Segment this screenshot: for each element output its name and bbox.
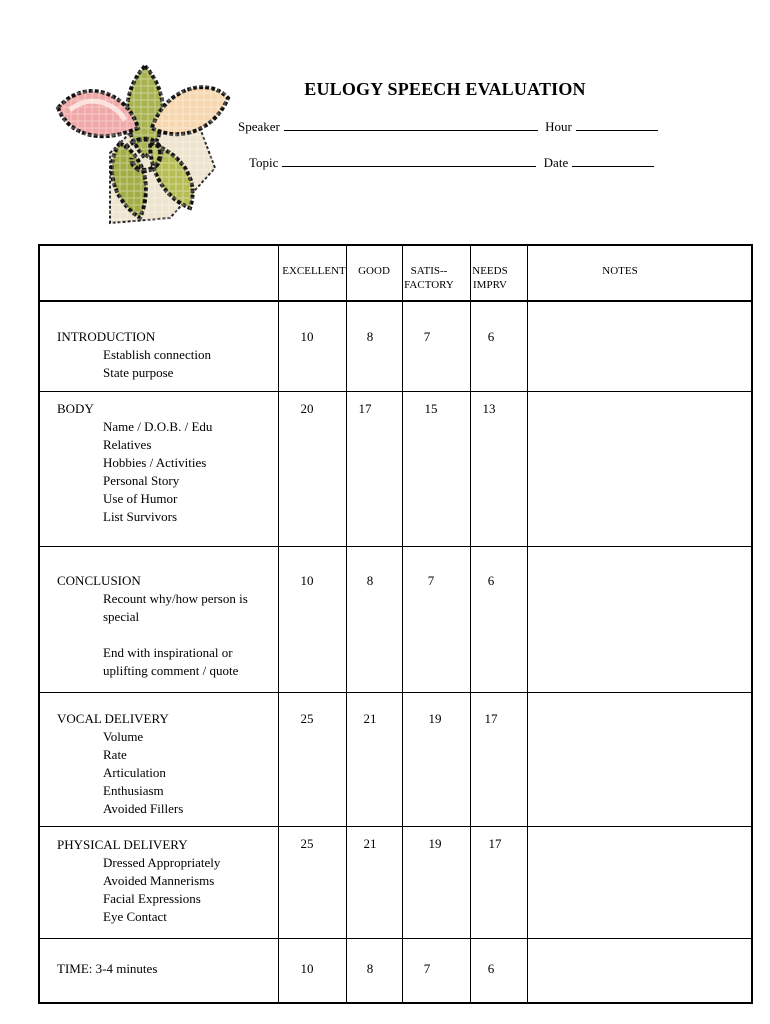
score-time-excellent: 10 [300,961,314,976]
score-conclusion-excellent: 10 [300,573,314,588]
score-physical-good: 21 [363,836,377,851]
score-introduction-good: 8 [366,329,374,344]
date-label: Date [543,155,569,170]
score-vocal-good: 21 [363,711,377,726]
topic-field[interactable] [282,155,536,167]
score-time-good: 8 [366,961,374,976]
score-vocal-satisfactory: 19 [428,711,442,726]
criteria-vocal-delivery: VOCAL DELIVERY Volume Rate Articulation Enthusiasm Avoided Fillers [57,711,184,816]
criteria-conclusion: CONCLUSION Recount why/how person is special End with inspirational or uplifting comment / quote [57,573,248,678]
score-vocal-excellent: 25 [300,711,314,726]
hour-field[interactable] [576,119,658,131]
score-body-good: 17 [358,401,372,416]
column-notes: NOTES [602,265,638,277]
score-conclusion-needs: 6 [487,573,495,588]
score-body-needs: 13 [482,401,496,416]
score-conclusion-satisfactory: 7 [427,573,435,588]
score-body-excellent: 20 [300,401,314,416]
mosaic-flower-logo [50,58,235,228]
score-introduction-satisfactory: 7 [423,329,431,344]
column-satisfactory: SATIS-- FACTORY [404,265,454,291]
score-introduction-excellent: 10 [300,329,314,344]
form-title: EULOGY SPEECH EVALUATION [304,79,586,99]
score-physical-satisfactory: 19 [428,836,442,851]
criteria-physical-delivery: PHYSICAL DELIVERY Dressed Appropriately Avoided Mannerisms Facial Expressions Eye Contact [57,837,221,924]
evaluation-table [38,244,753,1004]
topic-date-row [249,155,658,171]
score-time-satisfactory: 7 [423,961,431,976]
hour-label: Hour [545,119,572,134]
column-excellent: EXCELLENT [282,265,346,277]
criteria-body: BODY Name / D.O.B. / Edu Relatives Hobbies / Activities Personal Story Use of Humor List Survivors [57,401,213,524]
score-physical-excellent: 25 [300,836,314,851]
date-field[interactable] [572,155,654,167]
speaker-hour-row [238,119,662,135]
score-time-needs: 6 [487,961,495,976]
score-introduction-needs: 6 [487,329,495,344]
criteria-time: TIME: 3-4 minutes [57,961,158,976]
topic-label: Topic [249,155,279,170]
speaker-field[interactable] [284,119,538,131]
criteria-introduction: INTRODUCTION Establish connection State purpose [57,329,211,380]
score-physical-needs: 17 [488,836,502,851]
column-needs-improvement: NEEDS IMPRV [472,265,508,291]
score-conclusion-good: 8 [366,573,374,588]
column-good: GOOD [358,265,390,277]
speaker-label: Speaker [238,119,280,134]
score-body-satisfactory: 15 [424,401,438,416]
score-vocal-needs: 17 [484,711,498,726]
